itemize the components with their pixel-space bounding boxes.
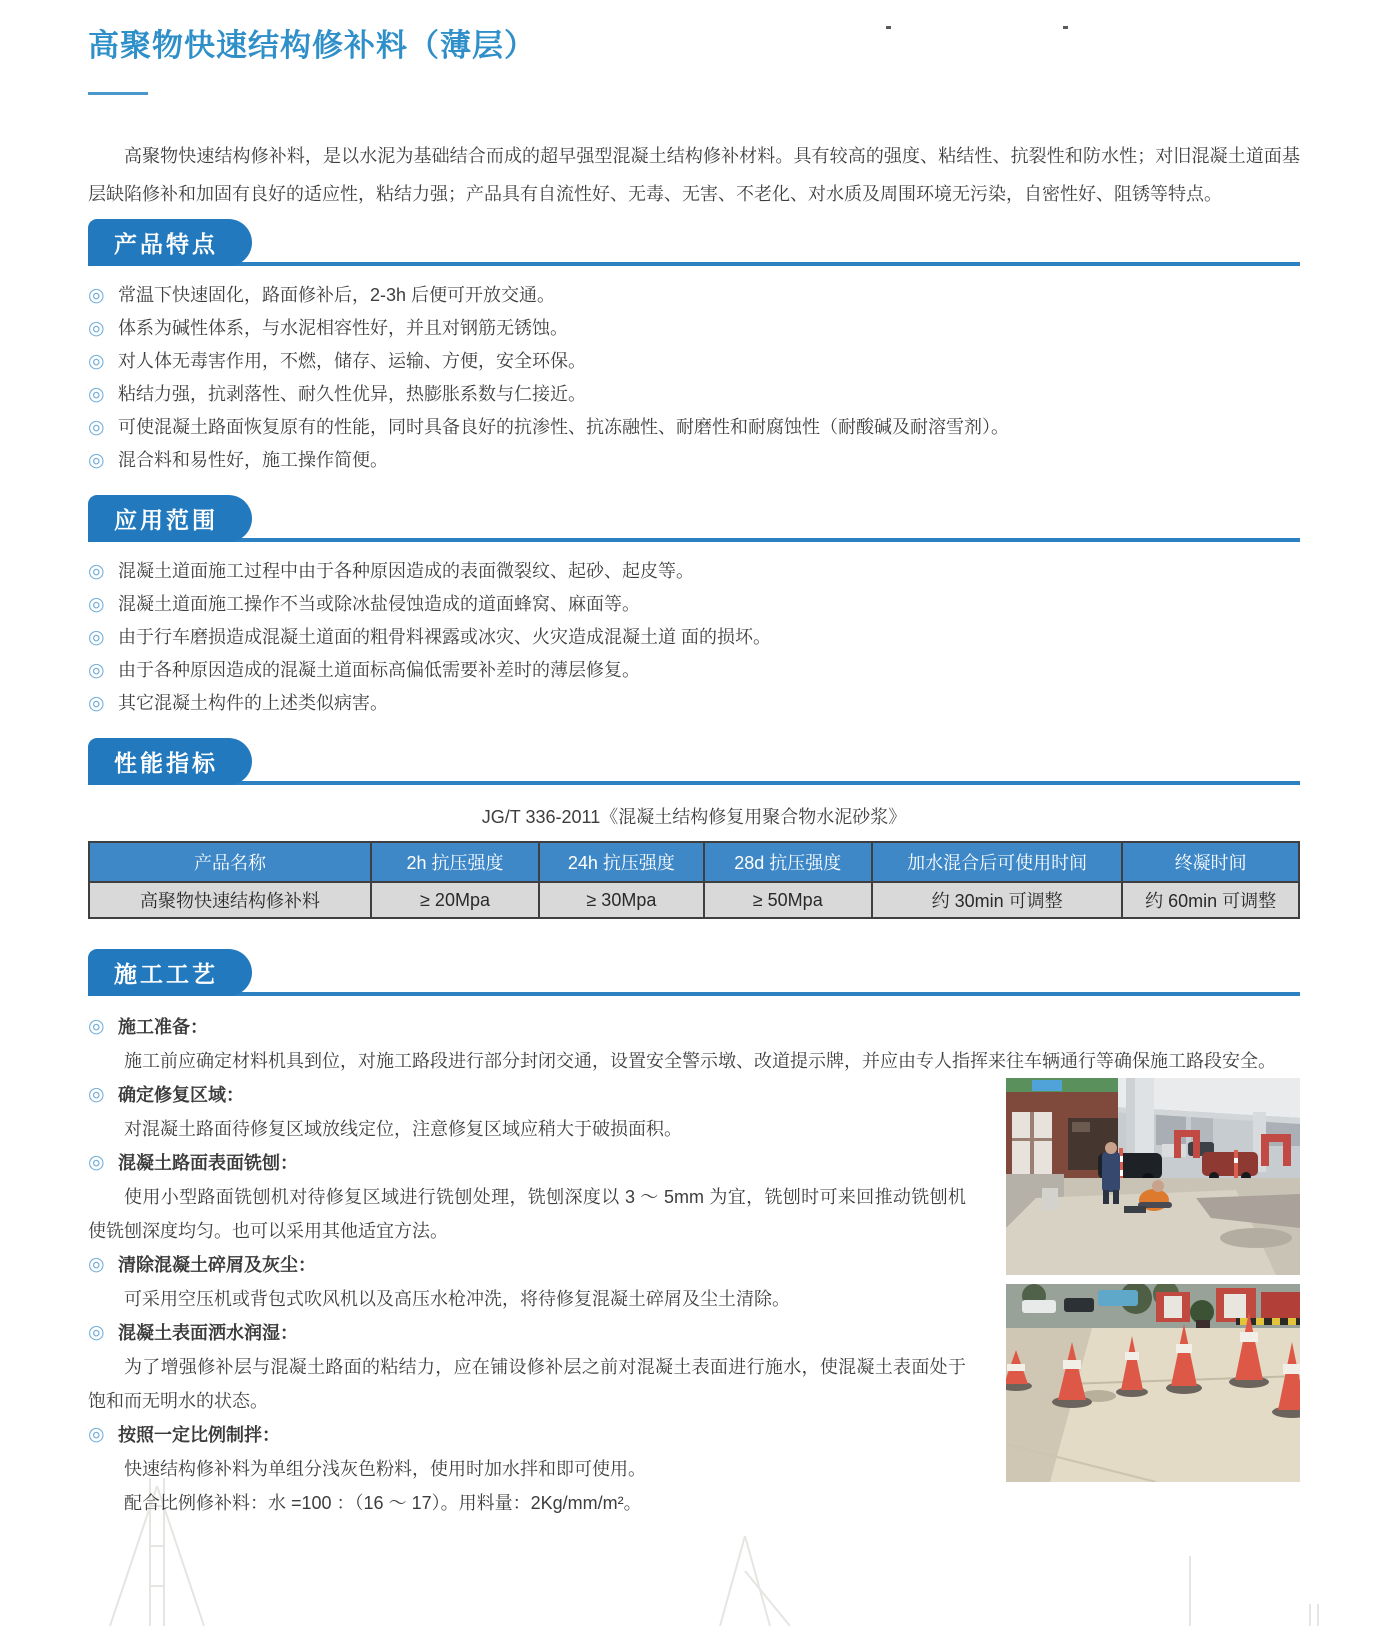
- bullet-icon: ◎: [88, 1084, 105, 1105]
- section-badge: 产品特点: [88, 219, 252, 266]
- process-step-label: 按照一定比例制拌：: [118, 1425, 280, 1445]
- bullet-icon: ◎: [88, 450, 105, 471]
- section-badge: 施工工艺: [88, 949, 252, 996]
- list-item: [88, 378, 1300, 411]
- feature-text: 体系为碱性体系，与水泥相容性好，并且对钢筋无锈蚀。: [118, 318, 568, 338]
- table-cell: 约 60min 可调整: [1122, 882, 1299, 918]
- bullet-icon: ◎: [88, 384, 105, 405]
- list-item: [88, 588, 1300, 621]
- process-step-label-row: [88, 1078, 1300, 1112]
- bullet-icon: ◎: [88, 351, 105, 372]
- section-header-line: [88, 538, 1300, 542]
- list-item: [88, 411, 1300, 444]
- process-step-label-row: [88, 1010, 1300, 1044]
- feature-text: 粘结力强，抗剥落性、耐久性优异，热膨胀系数与仁接近。: [118, 384, 586, 404]
- list-item: [88, 345, 1300, 378]
- process-step-label: 混凝土路面表面铣刨：: [118, 1153, 298, 1173]
- application-text: 混凝土道面施工过程中由于各种原因造成的表面微裂纹、起砂、起皮等。: [118, 561, 694, 581]
- process-step-label-row: [88, 1316, 1300, 1350]
- bullet-icon: ◎: [88, 285, 105, 306]
- bullet-icon: ◎: [88, 1152, 105, 1173]
- table-header-cell: 产品名称: [89, 842, 371, 882]
- standard-caption: JG/T 336-2011《混凝土结构修复用聚合物水泥砂浆》: [481, 807, 907, 827]
- process-step-label: 确定修复区域：: [118, 1085, 244, 1105]
- applications-list: [88, 555, 1300, 720]
- table-cell: 约 30min 可调整: [872, 882, 1122, 918]
- table-cell: ≥ 50Mpa: [704, 882, 872, 918]
- bullet-icon: ◎: [88, 1424, 105, 1445]
- section-header-applications: [88, 495, 1300, 542]
- application-text: 由于行车磨损造成混凝土道面的粗骨料裸露或冰灾、火灾造成混凝土道 面的损坏。: [118, 627, 771, 647]
- bullet-icon: ◎: [88, 561, 105, 582]
- process-step-body: 快速结构修补料为单组分浅灰色粉料，使用时加水拌和即可使用。: [124, 1459, 646, 1479]
- table-cell: ≥ 20Mpa: [371, 882, 539, 918]
- section-badge: 性能指标: [88, 738, 252, 785]
- table-header-cell: 加水混合后可使用时间: [872, 842, 1122, 882]
- process-step-label-row: [88, 1248, 1300, 1282]
- bullet-icon: ◎: [88, 627, 105, 648]
- table-cell: ≥ 30Mpa: [539, 882, 704, 918]
- process-step-body: 对混凝土路面待修复区域放线定位，注意修复区域应稍大于破损面积。: [124, 1119, 682, 1139]
- feature-text: 混合料和易性好，施工操作简便。: [118, 450, 388, 470]
- table-header-row: [89, 842, 1299, 882]
- application-text: 由于各种原因造成的混凝土道面标高偏低需要补差时的薄层修复。: [118, 660, 640, 680]
- section-header-line: [88, 262, 1300, 266]
- process-step-label: 清除混凝土碎屑及灰尘：: [118, 1255, 316, 1275]
- list-item: [88, 621, 1300, 654]
- list-item: [88, 687, 1300, 720]
- process-section: [88, 1010, 1300, 1520]
- table-row: [89, 882, 1299, 918]
- list-item: [88, 654, 1300, 687]
- process-step: [88, 1010, 1300, 1078]
- feature-text: 可使混凝土路面恢复原有的性能，同时具备良好的抗渗性、抗冻融性、耐磨性和耐腐蚀性（耐酸碱及耐溶雪剂）。: [118, 417, 1009, 437]
- performance-table: [88, 841, 1300, 919]
- bullet-icon: ◎: [88, 1016, 105, 1037]
- bullet-icon: ◎: [88, 1254, 105, 1275]
- bullet-icon: ◎: [88, 318, 105, 339]
- features-list: [88, 279, 1300, 477]
- top-edge-mark: [886, 26, 891, 29]
- feature-text: 常温下快速固化，路面修补后，2-3h 后便可开放交通。: [118, 285, 556, 305]
- table-header-cell: 24h 抗压强度: [539, 842, 704, 882]
- process-step-body: 配合比例修补料：水 =100 ：（16 ～ 17）。用料量：2Kg/mm/m²。: [124, 1493, 642, 1513]
- table-header-cell: 终凝时间: [1122, 842, 1299, 882]
- list-item: [88, 279, 1300, 312]
- table-cell: 高聚物快速结构修补料: [89, 882, 371, 918]
- process-step-body: 为了增强修补层与混凝土路面的粘结力，应在铺设修补层之前对混凝土表面进行施水，使混凝土表面处于饱和而无明水的状态。: [88, 1357, 966, 1411]
- bullet-icon: ◎: [88, 660, 105, 681]
- process-step-body: 使用小型路面铣刨机对待修复区域进行铣刨处理，铣刨深度以 3 ～ 5mm 为宜，铣刨时可来回推动铣刨机使铣刨深度均匀。也可以采用其他适宜方法。: [88, 1187, 966, 1241]
- section-header-features: [88, 219, 1300, 266]
- section-header-line: [88, 992, 1300, 996]
- bullet-icon: ◎: [88, 594, 105, 615]
- bullet-icon: ◎: [88, 1322, 105, 1343]
- top-edge-mark: [1063, 26, 1068, 29]
- section-header-performance: [88, 738, 1300, 785]
- process-step-label-row: [88, 1418, 1300, 1452]
- section-header-process: [88, 949, 1300, 996]
- title-underline: [88, 92, 148, 95]
- process-step-body: 可采用空压机或背包式吹风机以及高压水枪冲洗，将待修复混凝土碎屑及尘土清除。: [124, 1289, 790, 1309]
- application-text: 其它混凝土构件的上述类似病害。: [118, 693, 388, 713]
- section-header-line: [88, 781, 1300, 785]
- construction-photo-traffic-cones: [1006, 1284, 1300, 1482]
- table-header-cell: 2h 抗压强度: [371, 842, 539, 882]
- list-item: [88, 555, 1300, 588]
- process-step-label: 混凝土表面洒水润湿：: [118, 1323, 298, 1343]
- intro-paragraph: 高聚物快速结构修补料，是以水泥为基础结合而成的超早强型混凝土结构修补材料。具有较高的强度、粘结性、抗裂性和防水性；对旧混凝土道面基层缺陷修补和加固有良好的适应性，粘结力强；产品具有自流性好、无毒、无害、不老化、对水质及周围环境无污染，自密性好、阻锈等特点。: [88, 146, 1300, 204]
- list-item: [88, 312, 1300, 345]
- list-item: [88, 444, 1300, 477]
- process-step-label: 施工准备：: [118, 1017, 208, 1037]
- page-title: 高聚物快速结构修补料（薄层）: [88, 28, 536, 63]
- feature-text: 对人体无毒害作用，不燃，储存、运输、方便，安全环保。: [118, 351, 586, 371]
- section-badge: 应用范围: [88, 495, 252, 542]
- process-step-label-row: [88, 1146, 1300, 1180]
- page-content: [88, 26, 1300, 1520]
- application-text: 混凝土道面施工操作不当或除冰盐侵蚀造成的道面蜂窝、麻面等。: [118, 594, 640, 614]
- table-header-cell: 28d 抗压强度: [704, 842, 872, 882]
- process-step-body: 施工前应确定材料机具到位，对施工路段进行部分封闭交通，设置安全警示墩、改道提示牌，并应由专人指挥来往车辆通行等确保施工路段安全。: [124, 1051, 1276, 1071]
- bullet-icon: ◎: [88, 417, 105, 438]
- bullet-icon: ◎: [88, 693, 105, 714]
